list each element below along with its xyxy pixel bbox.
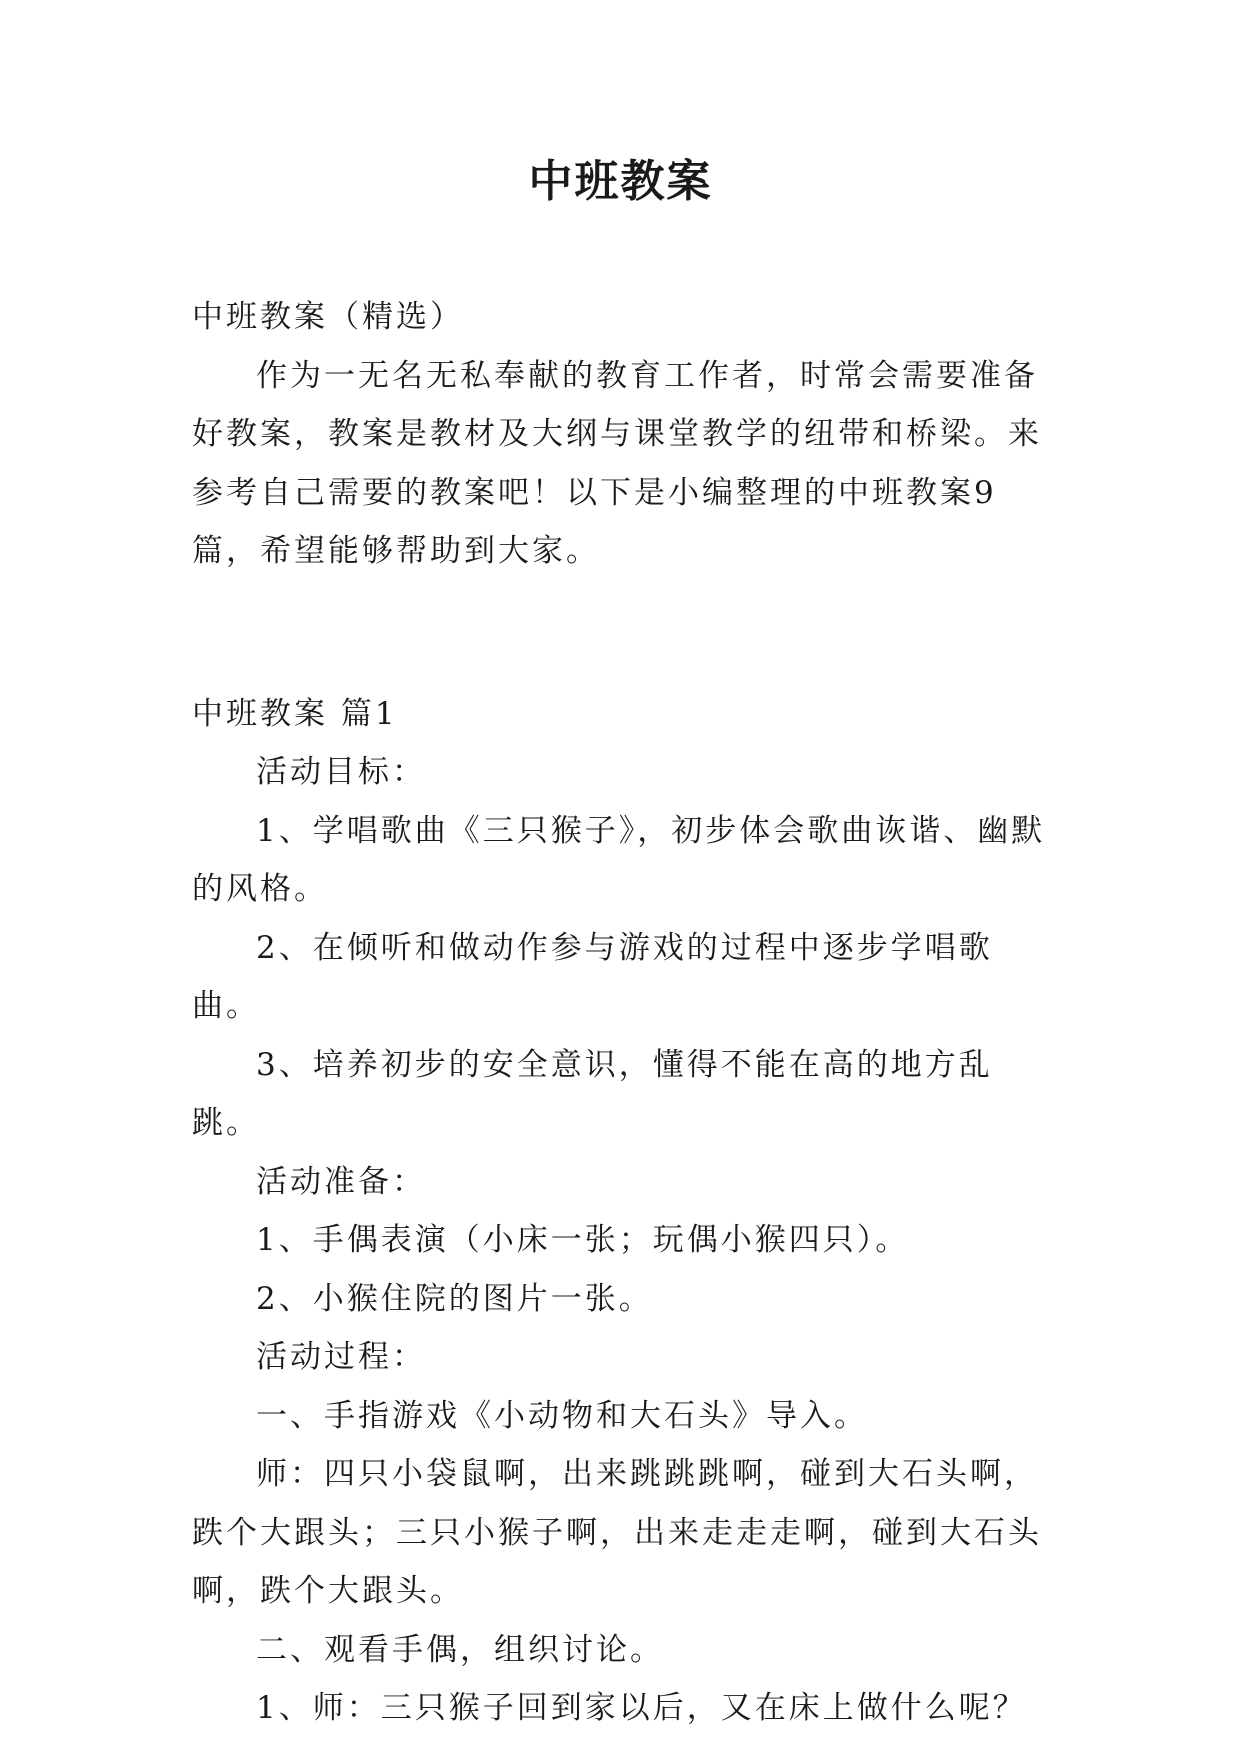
spacer: [192, 581, 1052, 685]
paragraph: 二、观看手偶，组织讨论。: [256, 1631, 664, 1668]
subtitle: 中班教案（精选）: [192, 299, 464, 335]
paragraph: 2、小猴住院的图片一张。: [256, 1280, 653, 1317]
paragraph: 2、在倾听和做动作参与游戏的过程中逐步学唱歌曲。: [192, 929, 993, 1024]
paragraph: 1、学唱歌曲《三只猴子》，初步体会歌曲诙谐、幽默的风格。: [192, 812, 1046, 907]
document-title: 中班教案: [528, 156, 713, 207]
paragraph: 一、手指游戏《小动物和大石头》导入。: [256, 1397, 868, 1434]
document-body: [192, 288, 1052, 1738]
section-heading: 中班教案 篇1: [192, 695, 398, 732]
paragraph: 活动过程：: [256, 1339, 426, 1375]
paragraph: 活动目标：: [256, 754, 426, 790]
intro-paragraph: 作为一无名无私奉献的教育工作者，时常会需要准备好教案，教案是教材及大纲与课堂教学的纽带和桥梁。来参考自己需要的教案吧！以下是小编整理的中班教案9篇，希望能够帮助到大家。: [192, 357, 1042, 569]
paragraph: 师：四只小袋鼠啊，出来跳跳跳啊，碰到大石头啊，跌个大跟头；三只小猴子啊，出来走走走啊，碰到大石头啊，跌个大跟头。: [192, 1456, 1042, 1609]
paragraph: 1、手偶表演（小床一张；玩偶小猴四只）。: [256, 1222, 910, 1258]
paragraph: 1、师：三只猴子回到家以后，又在床上做什么呢？: [256, 1690, 1027, 1726]
paragraph: 3、培养初步的安全意识，懂得不能在高的地方乱跳。: [192, 1046, 993, 1141]
paragraph: 活动准备：: [256, 1163, 426, 1200]
